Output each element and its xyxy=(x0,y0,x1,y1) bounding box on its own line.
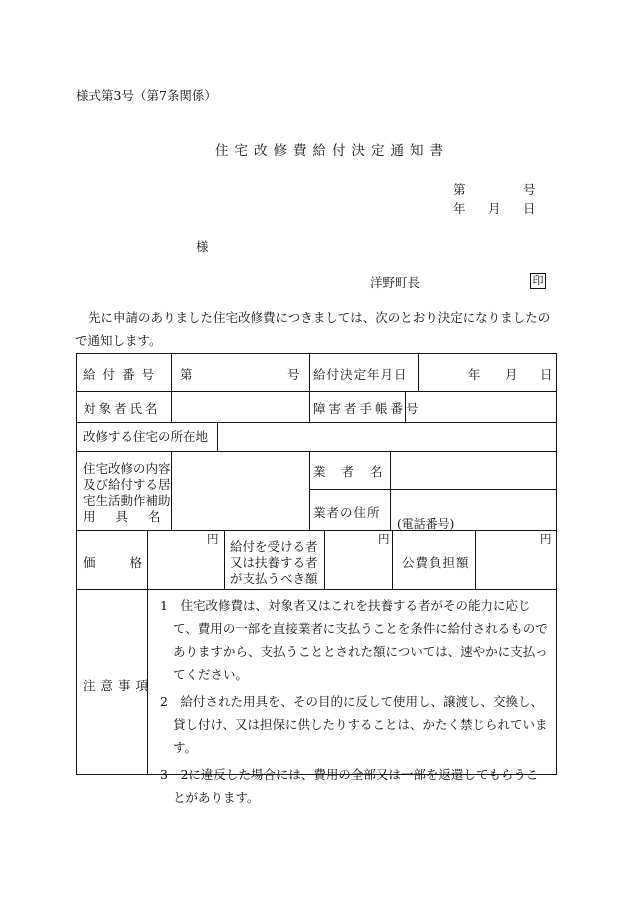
notes-list xyxy=(160,594,550,809)
public-burden-label: 公費負担額 xyxy=(402,555,470,570)
contractor-name-label: 業者名 xyxy=(313,464,399,479)
addressee-suffix: 様 xyxy=(196,239,209,254)
note-item-1: 1 住宅改修費は、対象者又はこれを扶養する者がその能力に応じて、費用の一部を直接業者に支払うことを条件に給付されるものでありますから、支払うこととされた額については、速やかに支払ってください。 xyxy=(160,598,548,682)
seal-mark: 印 xyxy=(530,273,546,289)
payer-label-line3: が支払うべき額 xyxy=(230,571,318,586)
decision-date-label-text: 給付決定年月日 xyxy=(313,367,408,382)
notes-label: 注意事項 xyxy=(83,678,154,693)
contractor-address-label: 業者の住所 xyxy=(313,505,381,520)
benefit-number-suffix-text: 号 xyxy=(287,367,300,382)
benefit-number-label-text: 給付番号 xyxy=(83,367,162,382)
number-prefix: 第 xyxy=(453,182,466,197)
number-suffix: 号 xyxy=(523,182,536,197)
content-label-line3: 宅生活動作補助 xyxy=(83,493,171,508)
date-month: 月 xyxy=(488,201,501,216)
price-label: 価格 xyxy=(83,555,177,570)
note-item-2: 2 給付された用具を、その目的に反して使用し、譲渡し、交換し、貸し付け、又は担保に供したりすることは、かたく禁じられています。 xyxy=(160,694,548,755)
phone-label: (電話番号) xyxy=(397,517,455,531)
document-title: 住宅改修費給付決定通知書 xyxy=(215,143,449,159)
form-id: 様式第3号（第7条関係） xyxy=(76,88,217,103)
date-year: 年 xyxy=(453,201,466,216)
content-label-line4: 用具名 xyxy=(83,509,181,524)
payer-label-line1: 給付を受ける者 xyxy=(230,539,318,554)
note-item-3: 3 2に違反した場合には、費用の全部又は一部を返還してもらうことがあります。 xyxy=(160,767,539,805)
house-location-label: 改修する住宅の所在地 xyxy=(83,429,209,444)
content-label-line2: 及び給付する居 xyxy=(83,477,171,492)
subject-name-label: 対象者氏名 xyxy=(83,401,161,416)
disability-book-label: 障害者手帳番号 xyxy=(313,401,422,416)
decision-date-day-text: 日 xyxy=(540,367,553,382)
decision-date-month-text: 月 xyxy=(505,367,518,382)
public-burden-yen: 円 xyxy=(540,532,552,546)
decision-date-year-text: 年 xyxy=(468,367,481,382)
date-day: 日 xyxy=(523,201,536,216)
content-label-line1: 住宅改修の内容 xyxy=(83,461,171,476)
issuer-name: 洋野町長 xyxy=(370,275,421,290)
payer-yen: 円 xyxy=(378,532,390,546)
price-yen: 円 xyxy=(207,532,219,546)
intro-text: 先に申請のありました住宅改修費につきましては、次のとおり決定になりましたので通知します。 xyxy=(75,310,551,348)
payer-label-line2: 又は扶養する者 xyxy=(230,555,318,570)
benefit-number-prefix-text: 第 xyxy=(180,367,193,382)
